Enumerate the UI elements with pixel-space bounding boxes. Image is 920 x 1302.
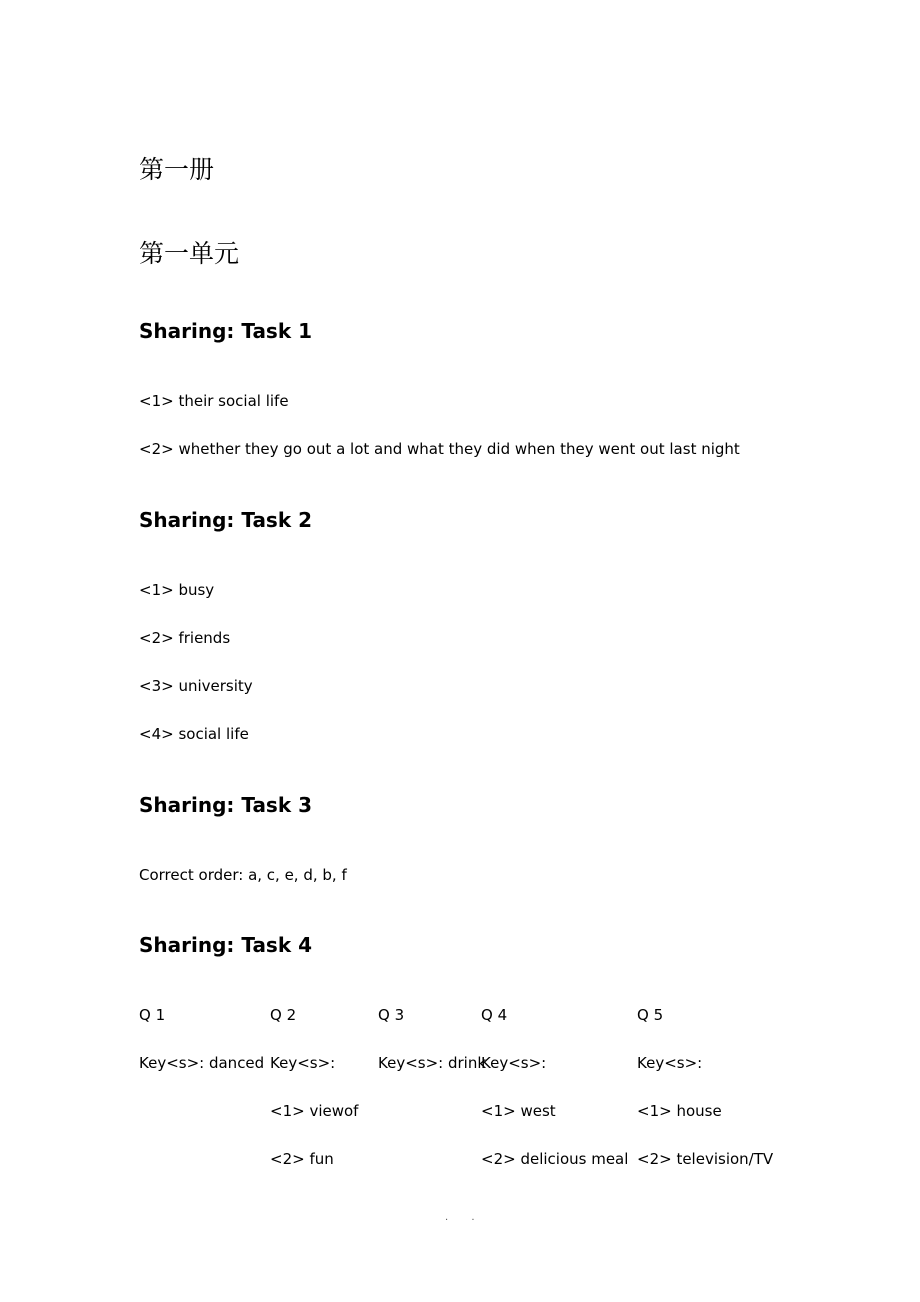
- task2-item: <4> social life: [139, 725, 249, 743]
- volume-heading: 第一册: [139, 155, 215, 184]
- task1-item: <1> their social life: [139, 392, 289, 410]
- task4-question-label: Q 5: [637, 1006, 664, 1024]
- task4-answer: <2> television/TV: [637, 1150, 774, 1168]
- task4-question-label: Q 2: [270, 1006, 297, 1024]
- task4-key: Key<s>: danced: [139, 1054, 265, 1072]
- task2-item: <2> friends: [139, 629, 231, 647]
- task1-item: <2> whether they go out a lot and what they did when they went out last night: [139, 440, 740, 458]
- task3-text: Correct order: a, c, e, d, b, f: [139, 866, 347, 884]
- task4-answer: <1> west: [481, 1102, 556, 1120]
- task4-heading: Sharing: Task 4: [139, 933, 313, 957]
- task4-question-label: Q 1: [139, 1006, 166, 1024]
- task4-question-label: Q 4: [481, 1006, 508, 1024]
- task4-key: Key<s>: drink: [378, 1054, 487, 1072]
- task4-answer: <2> fun: [270, 1150, 334, 1168]
- footer-marks: . .: [445, 1212, 485, 1223]
- task4-key: Key<s>:: [481, 1054, 547, 1072]
- task3-heading: Sharing: Task 3: [139, 793, 313, 817]
- task4-key: Key<s>:: [270, 1054, 336, 1072]
- task2-heading: Sharing: Task 2: [139, 508, 313, 532]
- task4-key: Key<s>:: [637, 1054, 703, 1072]
- task4-answer: <1> viewof: [270, 1102, 359, 1120]
- unit-heading: 第一单元: [139, 239, 240, 268]
- task2-item: <3> university: [139, 677, 253, 695]
- task2-item: <1> busy: [139, 581, 215, 599]
- task4-question-label: Q 3: [378, 1006, 405, 1024]
- task4-answer: <1> house: [637, 1102, 722, 1120]
- task1-heading: Sharing: Task 1: [139, 319, 313, 343]
- task4-answer: <2> delicious meal: [481, 1150, 629, 1168]
